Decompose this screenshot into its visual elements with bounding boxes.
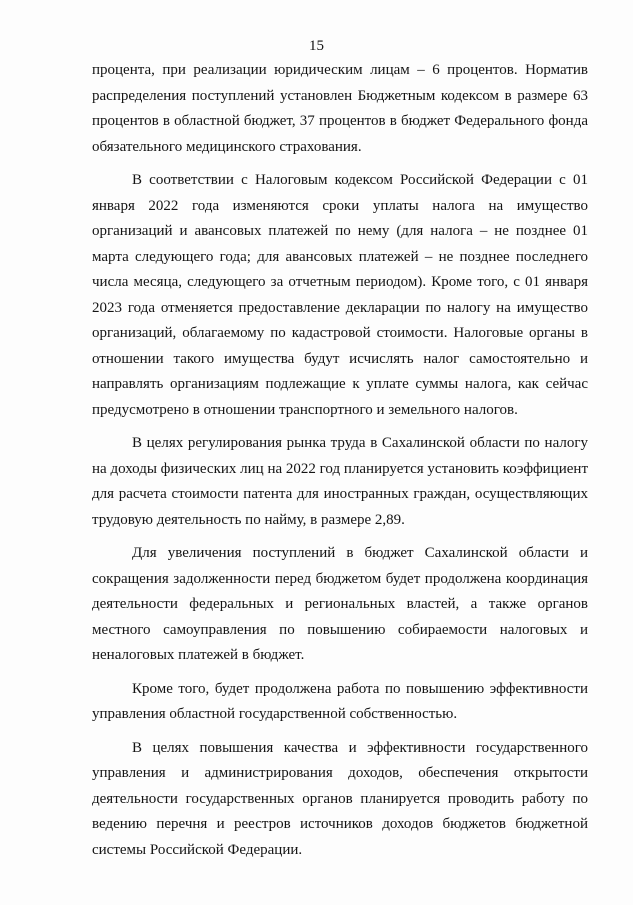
paragraph-revenue-sources-registry: В целях повышения качества и эффективности государственного управления и администрирования доходов, обеспечения открытости деятельности государственных органов планируется проводить работу по ведению перечня и реестров источников доходов бюджетов бюджетной системы Российской Федерации. (92, 739, 588, 858)
paragraph-labor-market-patent: В целях регулирования рынка труда в Сахалинской области по налогу на доходы физических лиц на 2022 год планируется установить коэффициент для расчета стоимости патента для иностранных граждан, осуществляющих трудовую деятельность по найму, в размере 2,89. (92, 435, 588, 528)
paragraph-state-property-management: Кроме того, будет продолжена работа по повышению эффективности управления областной государственной собственностью. (92, 680, 588, 722)
document-body (92, 58, 588, 871)
paragraph-budget-revenue-coordination: Для увеличения поступлений в бюджет Сахалинской области и сокращения задолженности перед бюджетом будет продолжена координация деятельности федеральных и региональных властей, а также органов местного самоуправления по повышению собираемости налоговых и неналоговых платежей в бюджет. (92, 545, 588, 663)
paragraph-continuation: процента, при реализации юридическим лицам – 6 процентов. Норматив распределения поступлений установлен Бюджетным кодексом в размере 63 процентов в областной бюджет, 37 процентов в бюджет Федерального фонда обязательного медицинского страхования. (92, 62, 588, 155)
page-number: 15 (309, 38, 324, 54)
paragraph-tax-code-property: В соответствии с Налоговым кодексом Российской Федерации с 01 января 2022 года изменяются сроки уплаты налога на имущество организаций и авансовых платежей по нему (для налога – не позднее 01 марта следующего года; для авансовых платежей – не позднее последнего числа месяца, следующего за отчетным периодом). Кроме того, с 01 января 2023 года отменяется предоставление декларации по налогу на имущество организаций, облагаемому по кадастровой стоимости. Налоговые органы в отношении такого имущества будут исчислять налог самостоятельно и направлять организациям подлежащие к уплате суммы налога, как сейчас предусмотрено в отношении транспортного и земельного налогов. (92, 172, 588, 418)
